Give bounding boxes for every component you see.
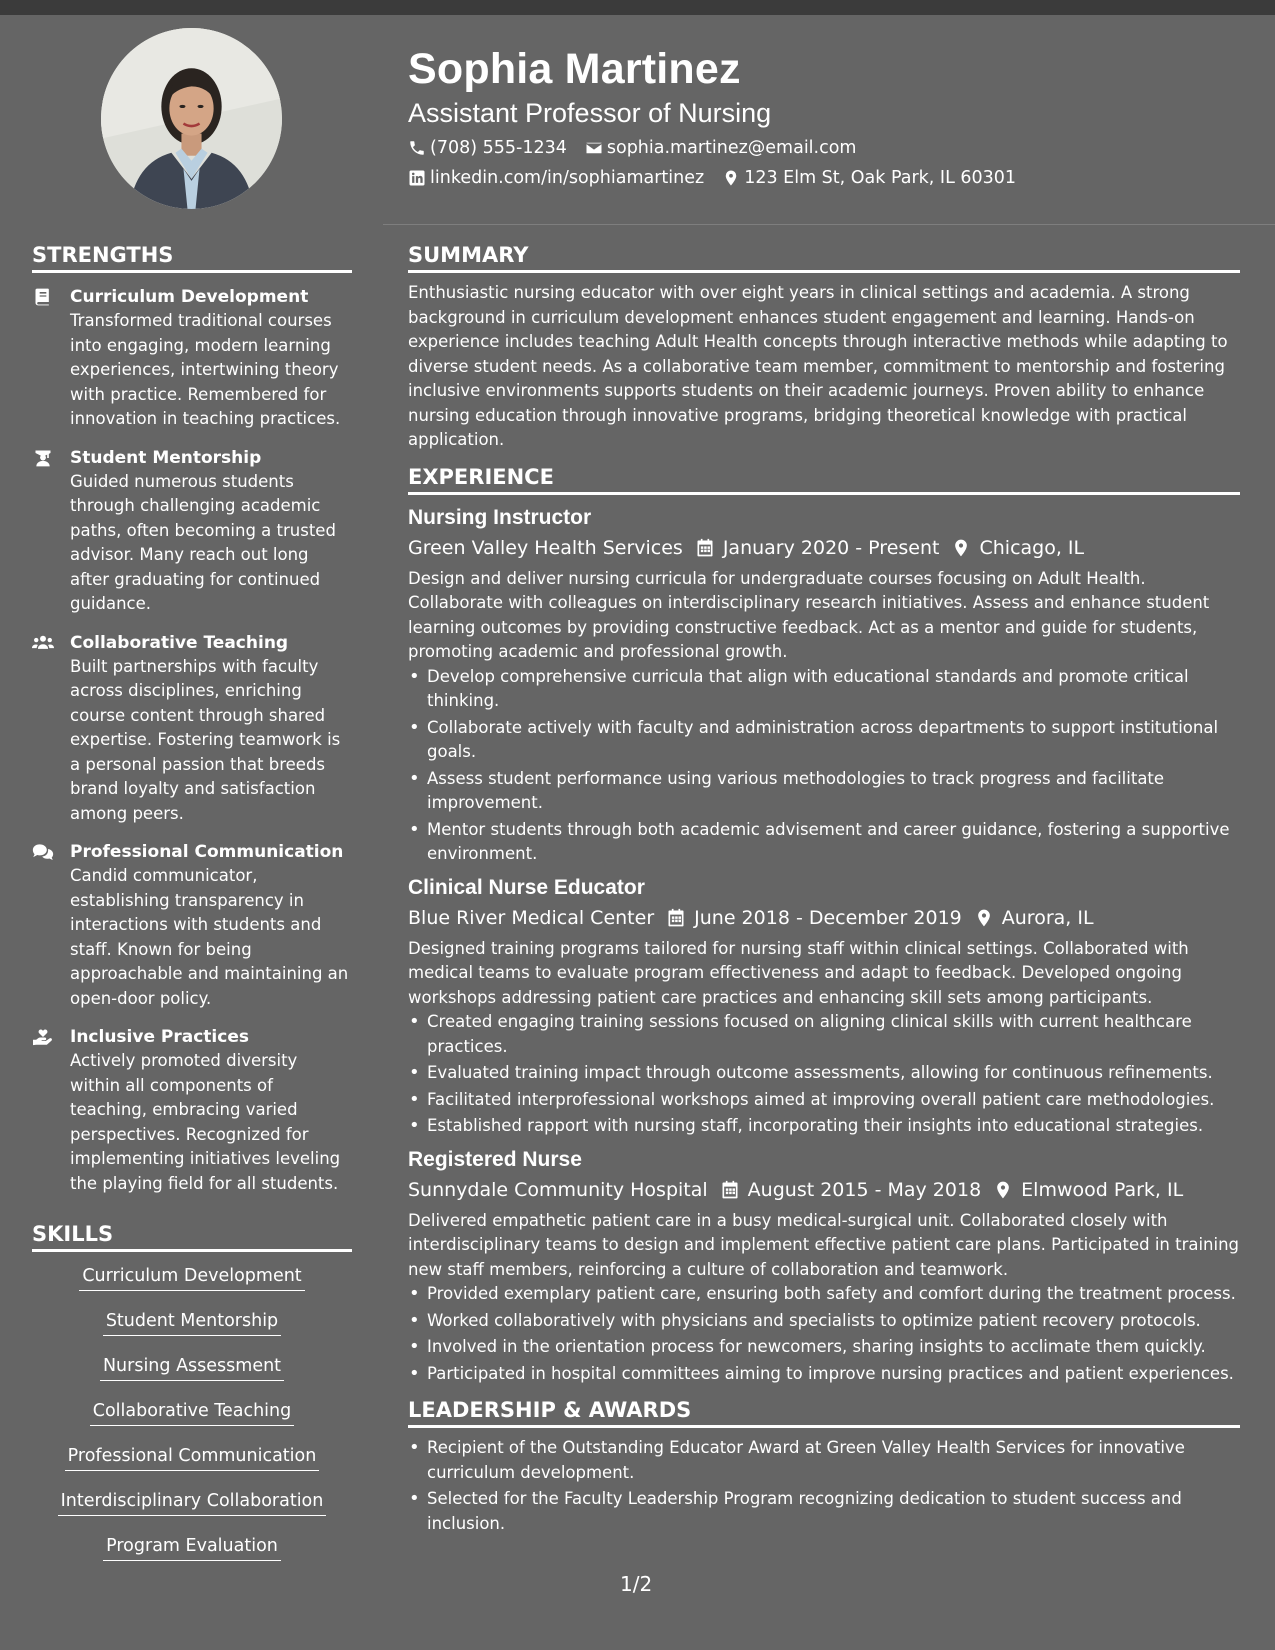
job-entry [408,873,1240,1139]
strength-desc: Actively promoted diversity within all components of teaching, embracing varied perspectives. Recognized for implementing initiatives leveling the playing field for all students. [70,1051,341,1193]
leadership-list [408,1436,1240,1536]
strength-desc: Candid communicator, establishing transparency in interactions with students and staff. Known for being approachable and maintaining an open-door policy. [70,866,349,1008]
calendar-icon [695,538,715,558]
job-company: Blue River Medical Center [408,906,655,929]
skill-tag: Student Mentorship [103,1309,281,1336]
strengths-heading: STRENGTHS [32,241,352,273]
skills-list [32,1264,352,1579]
skill-tag: Program Evaluation [103,1534,281,1561]
phone-contact [408,136,567,160]
profile-photo [101,28,282,209]
job-bullet: • Collaborate actively with faculty and administration across departments to support institutional goals. [408,716,1240,765]
skill-tag: Collaborative Teaching [90,1399,295,1426]
map-marker-icon [974,908,994,928]
job-description: Designed training programs tailored for nursing staff within clinical settings. Collaborated with medical teams to evaluate program effectiveness and adapt to feedback. Developed ongoing workshops addressing patient care practices and enhancing skill sets among participants. [408,938,1189,1007]
candidate-title: Assistant Professor of Nursing [408,98,772,128]
leadership-heading: LEADERSHIP & AWARDS [408,1396,1240,1428]
main-column [408,241,1240,1538]
map-marker-icon [722,169,740,187]
strength-item [32,446,352,617]
job-bullets [408,1010,1240,1139]
strength-desc: Transformed traditional courses into engaging, modern learning experiences, intertwining theory with practice. Remembered for innovation in teaching practices. [70,311,341,428]
job-location: Elmwood Park, IL [1021,1178,1184,1201]
job-meta [408,903,1240,933]
job-role: Nursing Instructor [408,505,592,529]
job-bullet: • Assess student performance using various methodologies to track progress and facilitate improvement. [408,767,1240,816]
job-bullet: • Evaluated training impact through outcome assessments, allowing for continuous refinements. [408,1061,1240,1086]
email-contact[interactable] [585,136,857,160]
job-bullet: • Participated in hospital committees aiming to improve nursing practices and patient experiences. [408,1362,1240,1387]
top-bar [0,0,1275,15]
address-contact [722,166,1016,190]
hand-holding-heart-icon [32,1027,54,1047]
strength-desc: Guided numerous students through challenging academic paths, often becoming a trusted advisor. Many reach out long after graduating for continued guidance. [70,471,336,613]
strength-item [32,1025,352,1196]
job-location: Aurora, IL [1001,906,1094,929]
job-bullet: • Established rapport with nursing staff, incorporating their insights into educational strategies. [408,1114,1240,1139]
job-bullets [408,1282,1240,1386]
linkedin-icon [408,169,426,187]
map-marker-icon [993,1180,1013,1200]
book-icon [32,287,54,307]
job-description: Delivered empathetic patient care in a busy medical-surgical unit. Collaborated closely with interdisciplinary teams to design and implement effective patient care plans. Participated in training new staff members, reinforcing a culture of collaboration and teamwork. [408,1210,1240,1279]
email-text[interactable]: sophia.martinez@email.com [606,138,857,158]
job-bullets [408,665,1240,867]
job-company: Sunnydale Community Hospital [408,1178,708,1201]
job-description: Design and deliver nursing curricula for undergraduate courses focusing on Adult Health. Collaborate with colleagues on interdisciplinary research initiatives. Assess and enhance student learning outcomes by providing constructive feedback. Act as a mentor and guide for students, promoting academic and professional growth. [408,568,1210,661]
header-divider [383,224,1275,225]
strength-item [32,285,352,432]
job-bullet: • Created engaging training sessions focused on aligning clinical skills with current healthcare practices. [408,1010,1240,1059]
comments-icon [32,842,54,862]
summary-heading: SUMMARY [408,241,1240,273]
skill-tag: Curriculum Development [79,1264,304,1291]
envelope-icon [585,139,603,157]
job-entry [408,1145,1240,1387]
leadership-item: • Selected for the Faculty Leadership Program recognizing dedication to student success and inclusion. [408,1487,1240,1536]
skill-tag: Nursing Assessment [100,1354,284,1381]
strength-title: Curriculum Development [70,287,309,307]
strength-item [32,631,352,827]
calendar-icon [720,1180,740,1200]
strength-title: Student Mentorship [70,447,262,468]
skills-heading: SKILLS [32,1220,352,1252]
job-company: Green Valley Health Services [408,536,683,559]
map-marker-icon [951,538,971,558]
job-dates: June 2018 - December 2019 [694,906,962,929]
job-entry [408,503,1240,867]
strength-title: Collaborative Teaching [70,632,289,653]
strength-desc: Built partnerships with faculty across disciplines, enriching course content through shared expertise. Fostering teamwork is a personal passion that breeds brand loyalty and satisfaction among peers. [70,656,341,823]
phone-text: (708) 555-1234 [430,138,567,158]
contact-row-1 [408,136,1238,160]
strength-item [32,840,352,1011]
address-text: 123 Elm St, Oak Park, IL 60301 [744,168,1017,188]
graduate-icon [32,448,54,468]
job-bullet: • Mentor students through both academic advisement and career guidance, fostering a supportive environment. [408,818,1240,867]
job-meta [408,533,1240,563]
job-location: Chicago, IL [979,536,1085,559]
job-bullet: • Provided exemplary patient care, ensuring both safety and comfort during the treatment process. [408,1282,1240,1307]
strength-title: Inclusive Practices [70,1027,249,1047]
users-icon [32,633,54,653]
leadership-item: • Recipient of the Outstanding Educator Award at Green Valley Health Services for innovative curriculum development. [408,1436,1240,1485]
summary-text: Enthusiastic nursing educator with over eight years in clinical settings and academia. A strong background in curriculum development enhances student engagement and learning. Hands-on experience includes teaching Adult Health concepts through interactive methods while adapting to diverse student needs. As a collaborative team member, commitment to mentorship and fostering inclusive environments supports students on their academic journeys. Proven ability to enhance nursing education through innovative programs, bridging theoretical knowledge with practical application. [408,283,1228,449]
strength-title: Professional Communication [70,842,344,862]
job-bullet: • Involved in the orientation process for newcomers, sharing insights to acclimate them quickly. [408,1335,1240,1360]
job-bullet: • Develop comprehensive curricula that align with educational standards and promote critical thinking. [408,665,1240,714]
linkedin-contact[interactable] [408,166,704,190]
page-number: 1/2 [620,1572,653,1596]
linkedin-text[interactable]: linkedin.com/in/sophiamartinez [430,168,705,188]
job-role: Registered Nurse [408,1147,582,1171]
job-dates: August 2015 - May 2018 [747,1178,982,1201]
candidate-name: Sophia Martinez [408,45,741,93]
job-dates: January 2020 - Present [722,536,940,559]
skill-tag: Interdisciplinary Collaboration [58,1489,327,1516]
job-bullet: • Facilitated interprofessional workshops aimed at improving overall patient care methodologies. [408,1088,1240,1113]
experience-heading: EXPERIENCE [408,463,1240,495]
job-meta [408,1175,1240,1205]
phone-icon [408,139,426,157]
job-role: Clinical Nurse Educator [408,875,645,899]
calendar-icon [666,908,686,928]
resume-header [408,40,1238,190]
contact-row-2 [408,166,1238,190]
job-bullet: • Worked collaboratively with physicians and specialists to optimize patient recovery protocols. [408,1309,1240,1334]
sidebar [32,241,352,1579]
skill-tag: Professional Communication [65,1444,320,1471]
